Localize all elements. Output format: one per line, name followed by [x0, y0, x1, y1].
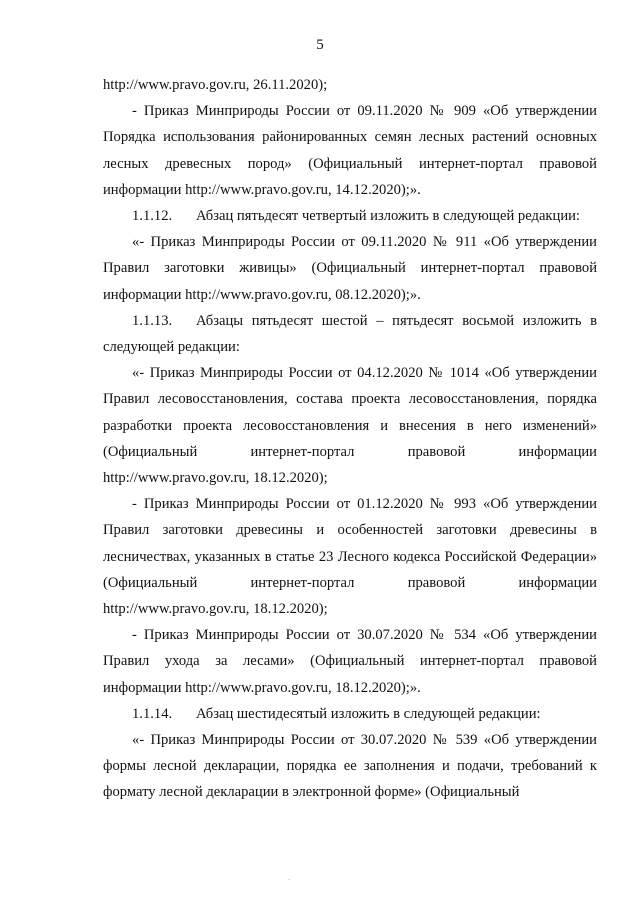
scan-speck — [288, 879, 290, 880]
paragraph-order-911: «- Приказ Минприроды России от 09.11.2020 № 911 «Об утверждении Правил заготовки живицы» (Официальный интернет-портал правовой информации http://www.pravo.gov.ru, 08.12.2020);». — [103, 234, 597, 303]
document-body — [103, 72, 597, 806]
paragraph-order-909: - Приказ Минприроды России от 09.11.2020 № 909 «Об утверждении Порядка использования районированных семян лесных растений основных лесных древесных пород» (Официальный интернет-портал правовой информации http://www.pravo.gov.ru, 14.12.2020);». — [103, 103, 597, 198]
clause-number: 1.1.14. — [132, 705, 173, 722]
clause-text: Абзац шестидесятый изложить в следующей редакции: — [196, 705, 541, 722]
paragraph-order-993: - Приказ Минприроды России от 01.12.2020 № 993 «Об утверждении Правил заготовки древесины и особенностей заготовки древесины в лесничествах, указанных в статье 23 Лесного кодекса Российской Федерации» (Официальный интернет-портал правовой информации http://www.pravo.gov.ru, 18.12.2020); — [103, 496, 597, 618]
paragraph-order-534: - Приказ Минприроды России от 30.07.2020 № 534 «Об утверждении Правил ухода за лесами» (Официальный интернет-портал правовой информации http://www.pravo.gov.ru, 18.12.2020);». — [103, 627, 597, 696]
clause-text: Абзац пятьдесят четвертый изложить в следующей редакции: — [196, 208, 580, 225]
clause-number: 1.1.13. — [132, 312, 173, 329]
paragraph-order-539: «- Приказ Минприроды России от 30.07.2020 № 539 «Об утверждении формы лесной декларации, порядка ее заполнения и подачи, требований к формату лесной декларации в электронной форме» (Официальный — [103, 732, 597, 801]
clause-text: Абзацы пятьдесят шестой – пятьдесят восьмой изложить в следующей редакции: — [103, 312, 597, 356]
paragraph-url-continuation: http://www.pravo.gov.ru, 26.11.2020); — [103, 77, 328, 93]
clause-number: 1.1.12. — [132, 208, 173, 225]
clause-1-1-12 — [103, 203, 597, 229]
clause-1-1-14 — [103, 701, 597, 727]
page-number: 5 — [316, 37, 324, 53]
paragraph-order-1014: «- Приказ Минприроды России от 04.12.2020 № 1014 «Об утверждении Правил лесовосстановления, состава проекта лесовосстановления, порядка разработки проекта лесовосстановления и внесения в него изменений» (Официальный интернет-портал правовой информации http://www.pravo.gov.ru, 18.12.2020); — [103, 365, 597, 487]
clause-1-1-13 — [103, 308, 597, 360]
